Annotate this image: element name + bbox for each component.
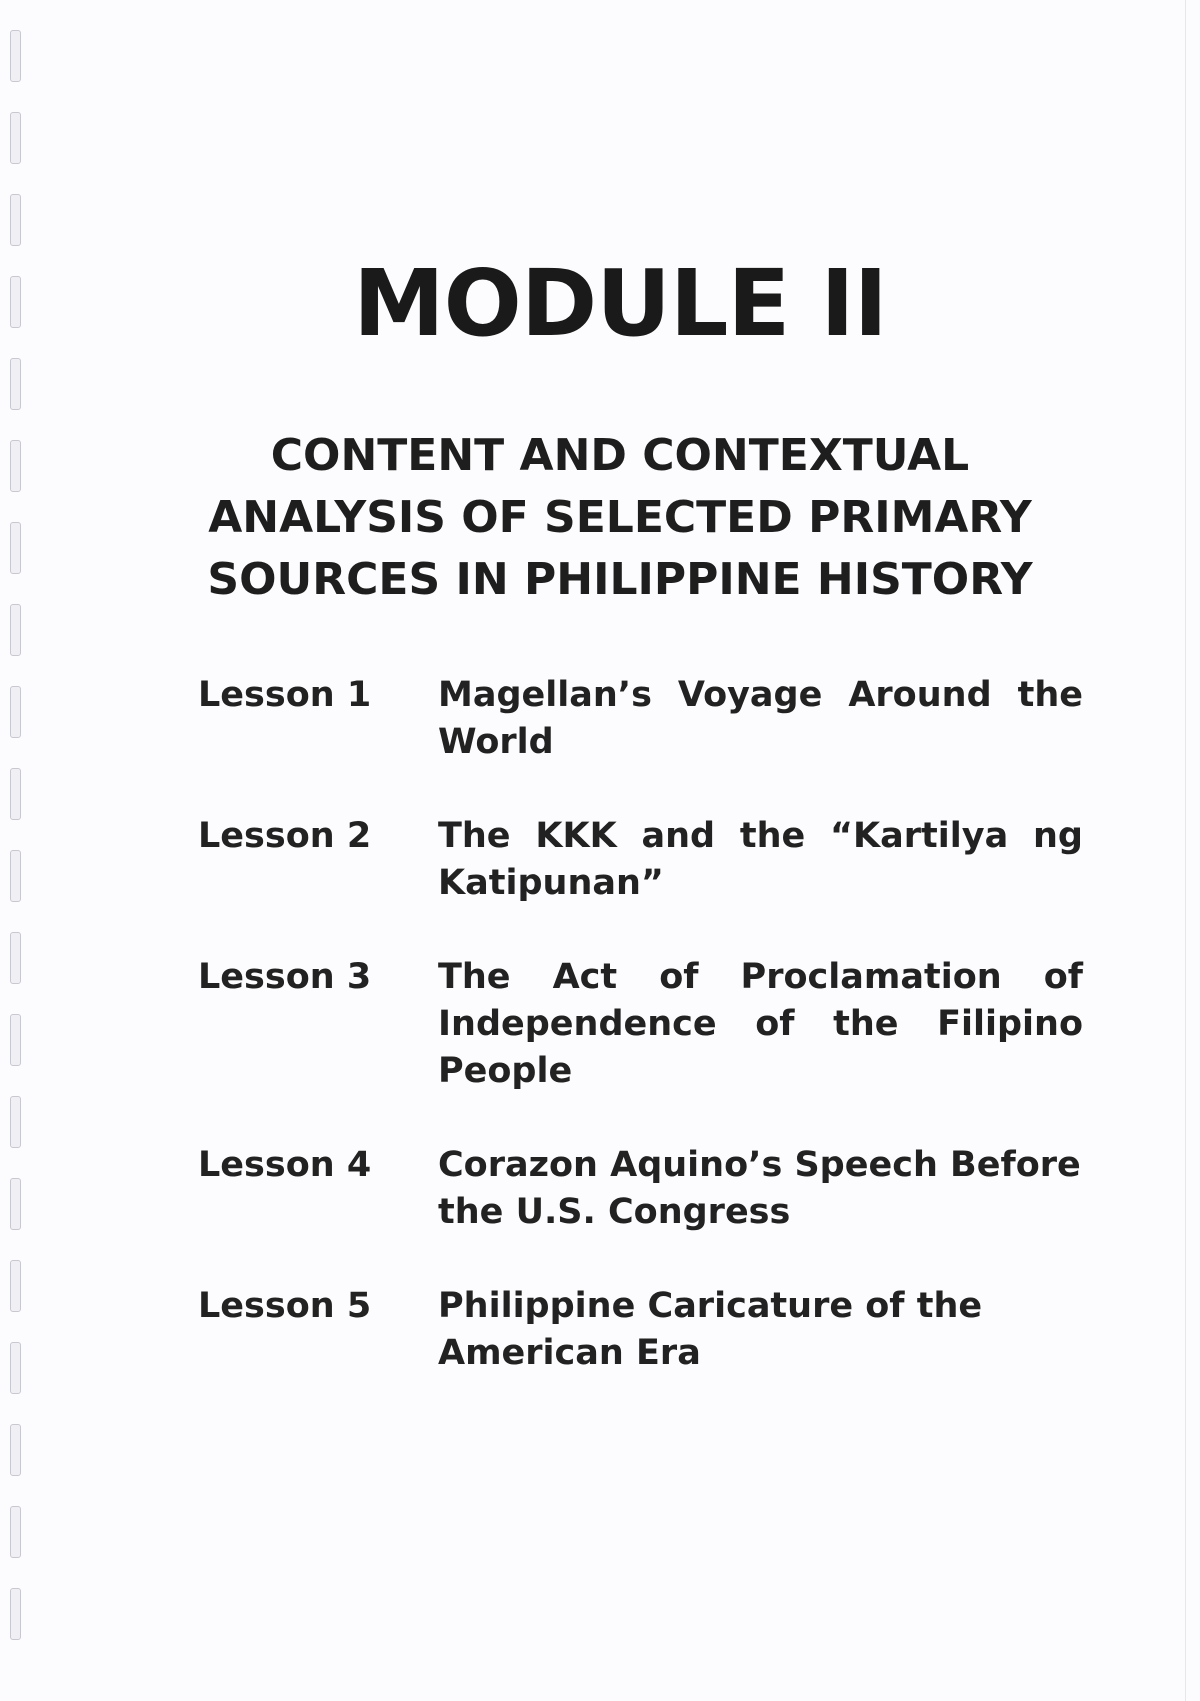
binding-hole (10, 112, 21, 164)
binding-hole (10, 686, 21, 738)
lesson-item (198, 1142, 1083, 1236)
binding-hole (10, 1342, 21, 1394)
binding-hole (10, 1424, 21, 1476)
lesson-item (198, 672, 1083, 766)
binding-hole (10, 1506, 21, 1558)
lesson-label: Lesson 1 (198, 675, 372, 715)
subtitle-line: ANALYSIS OF SELECTED PRIMARY (208, 492, 1032, 543)
binding-hole (10, 358, 21, 410)
lesson-title: Philippine Caricature of the American Era (438, 1286, 983, 1373)
lesson-title: The Act of Proclamation of Independence of the Filipino People (438, 957, 1083, 1091)
subtitle-line: CONTENT AND CONTEXTUAL (270, 430, 970, 481)
binding-hole (10, 1014, 21, 1066)
lesson-label: Lesson 3 (198, 957, 372, 997)
lesson-item (198, 1283, 1083, 1377)
lesson-label: Lesson 4 (198, 1145, 372, 1185)
lesson-title: Magellan’s Voyage Around the World (438, 675, 1083, 762)
binding-hole (10, 30, 21, 82)
subtitle-line: SOURCES IN PHILIPPINE HISTORY (207, 554, 1033, 605)
binding-hole (10, 1260, 21, 1312)
binding-hole (10, 522, 21, 574)
lesson-title: The KKK and the “Kartilya ng Katipunan” (438, 816, 1083, 903)
lesson-item (198, 813, 1083, 907)
binding-hole (10, 1096, 21, 1148)
binding-hole (10, 440, 21, 492)
binding-hole (10, 932, 21, 984)
lesson-item (198, 954, 1083, 1095)
binding-hole (10, 850, 21, 902)
lesson-list (198, 672, 1083, 1424)
lesson-label: Lesson 2 (198, 816, 372, 856)
binding-hole (10, 194, 21, 246)
module-subtitle (160, 425, 1080, 611)
module-title: MODULE II (353, 250, 887, 357)
binding-hole (10, 1588, 21, 1640)
lesson-label: Lesson 5 (198, 1286, 372, 1326)
lesson-title: Corazon Aquino’s Speech Before the U.S. Congress (438, 1145, 1081, 1232)
binding-hole (10, 768, 21, 820)
binding-hole (10, 1178, 21, 1230)
binding-hole (10, 604, 21, 656)
